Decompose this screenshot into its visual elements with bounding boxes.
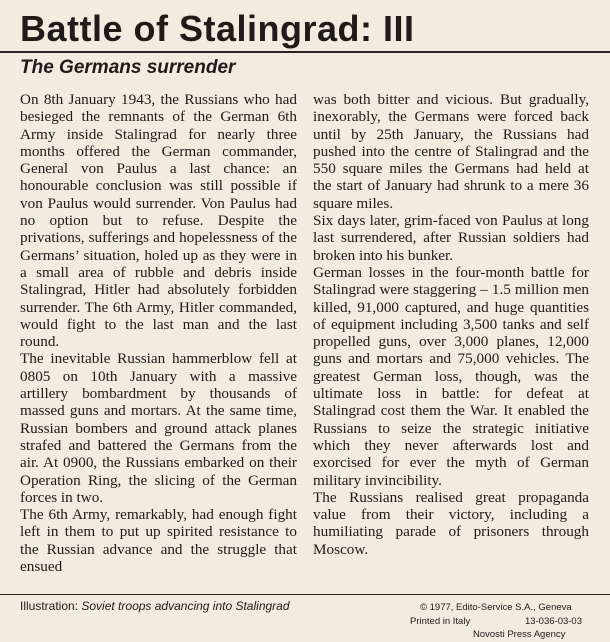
- title-divider: [0, 51, 610, 53]
- copyright-line: © 1977, Edito-Service S.A., Geneva: [420, 602, 572, 613]
- page-subtitle: The Germans surrender: [20, 57, 236, 78]
- paragraph: was both bitter and vicious. But gradually, inexorably, the Germans were forced back until by 25th January, the Russians had pushed into the centre of Stalingrad and the 550 square miles the Germans had held at the start of January had shrunk to a mere 36 square miles.: [313, 91, 589, 212]
- caption-label: Illustration:: [20, 599, 79, 613]
- paragraph: The 6th Army, remarkably, had enough fight left in them to put up spirited resistance to the Russian advance and the struggle that ensued: [20, 506, 297, 576]
- footer-divider: [0, 594, 610, 595]
- page-title: Battle of Stalingrad: III: [20, 8, 415, 49]
- printed-in: Printed in Italy: [410, 615, 471, 627]
- photo-agency: Novosti Press Agency: [473, 629, 566, 640]
- paragraph: The inevitable Russian hammerblow fell at 0805 on 10th January with a massive artillery bombardment by thousands of massed guns and mortars. At the same time, Russian bombers and ground attack planes strafed and battered the Germans from the air. At 0900, the Russians embarked on their Operation Ring, the slicing of the German forces in two.: [20, 350, 297, 506]
- paragraph: German losses in the four-month battle for Stalingrad were staggering – 1.5 million men killed, 91,000 captured, and huge quantities of equipment including 3,500 tanks and self propelled guns, over 3,000 planes, 12,000 guns and mortars and 75,000 vehicles. The greatest German loss, though, was the ultimate loss in battle: for defeat at Stalingrad cost them the War. It enabled the Russians to seize the strategic initiative which they never afterwards lost and exorcised for ever the myth of German military invincibility.: [313, 263, 589, 489]
- paragraph: The Russians realised great propaganda value from their victory, including a humiliating parade of prisoners through Moscow.: [313, 488, 589, 558]
- left-column: [20, 91, 297, 575]
- print-info-row: [410, 615, 582, 629]
- card-code: 13-036-03-03: [524, 615, 582, 627]
- publisher-info: [410, 601, 582, 642]
- paragraph: Six days later, grim-faced von Paulus at long last surrendered, after Russian soldiers had broken into his bunker.: [313, 212, 589, 264]
- paragraph: On 8th January 1943, the Russians who had besieged the remnants of the German 6th Army inside Stalingrad for nearly three months offered the German commander, General von Paulus a last chance: an honourable conclusion was still possible if von Paulus would surrender. Von Paulus had no option but to refuse. Despite the privations, sufferings and hopelessness of the Germans’ situation, holed up as they were in a small area of rubble and debris inside Stalingrad, Hitler had absolutely forbidden surrender. The 6th Army, Hitler commanded, would fight to the last man and the last round.: [20, 91, 297, 351]
- right-column: [313, 91, 589, 558]
- illustration-caption: [20, 599, 290, 613]
- caption-text: Soviet troops advancing into Stalingrad: [81, 599, 290, 613]
